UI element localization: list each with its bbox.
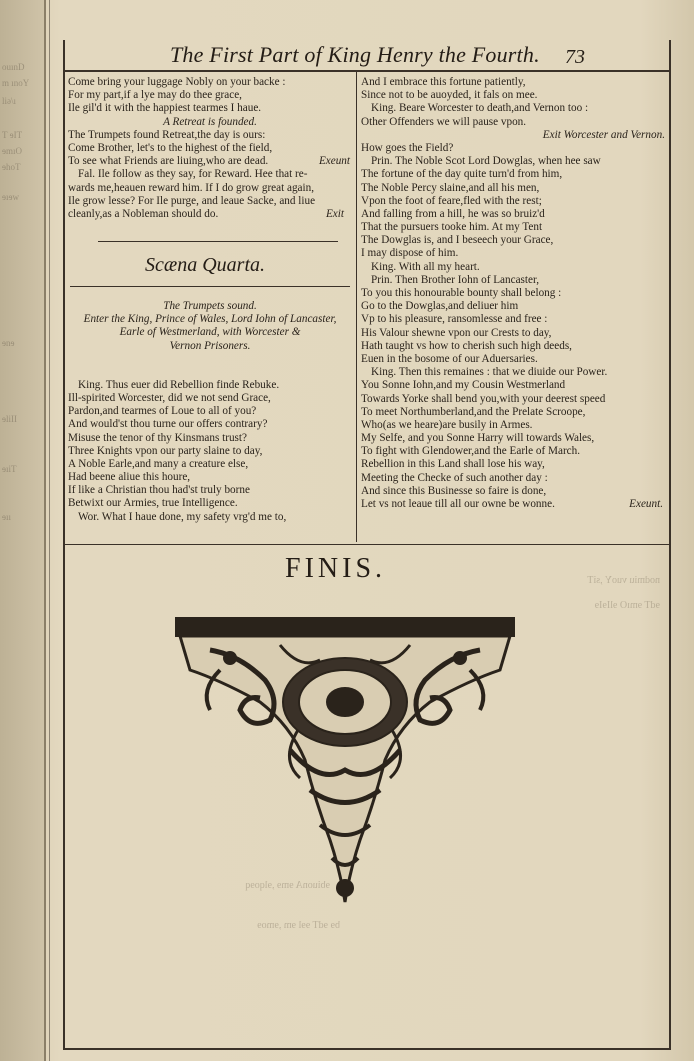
text-line: That the pursuers tooke him. At my Tent — [361, 221, 543, 234]
text-line: King. Beare Worcester to death,and Vernon too : — [371, 102, 589, 115]
bleed-text: ouınD — [2, 62, 25, 71]
stage-direction: Vernon Prisoners. — [169, 339, 251, 352]
page-bottom-rule — [63, 1048, 670, 1050]
text-line: wards me,heauen reward him. If I do grow great again, — [68, 181, 315, 194]
text-line: To fight with Glendower,and the Earle of March. — [361, 445, 581, 458]
text-line: Betwixt our Armies, true Intelligence. — [68, 497, 238, 510]
text-line: Fal. Ile follow as they say, for Reward. Hee that re- — [78, 168, 308, 181]
text-line: Wor. What I haue done, my safety vrg'd me to, — [78, 510, 287, 523]
left-column — [68, 76, 352, 221]
right-column — [361, 76, 665, 511]
text-line: Ile grow lesse? For Ile purge, and leaue Sacke, and liue — [68, 194, 316, 207]
text-line: Ile gil'd it with the happiest tearmes I haue. — [68, 102, 262, 115]
text-line: Misuse the tenor of thy Kinsmans trust? — [68, 431, 247, 444]
stage-exeunt: Exeunt — [318, 155, 350, 168]
show-through-text: nodmiu vuoY ,siT — [587, 575, 660, 586]
stage-direction: The Trumpets sound. — [163, 300, 257, 312]
text-line: King. With all my heart. — [371, 260, 480, 273]
stage-direction: Enter the King, Prince of Wales, Lord Iohn of Lancaster, — [83, 313, 337, 326]
text-line: A Noble Earle,and many a creature else, — [68, 457, 249, 470]
finis-heading: FINIS. — [285, 553, 387, 584]
text-line — [68, 208, 352, 221]
show-through-text: ɘbiuonA ɘmɘ ,ɘlqoɘq — [245, 880, 330, 891]
text-line: Pardon,and tearmes of Loue to all of you? — [68, 405, 257, 418]
text-line: Three Knights vpon our party slaine to day, — [68, 444, 263, 457]
tailpiece-ornament-icon — [170, 610, 520, 920]
show-through-text: ɘdT ɘmıO ɘlIɘIɘ — [594, 600, 660, 611]
text-line: How goes the Field? — [361, 141, 454, 154]
text-line: You Sonne Iohn,and my Cousin Westmerland — [361, 379, 566, 392]
text-line: To meet Northumberland,and the Prelate Scroope, — [361, 405, 586, 418]
page-number: 73 — [565, 46, 585, 68]
header-rule — [63, 70, 670, 72]
text-line: Who(as we heare)are busily in Armes. — [361, 418, 533, 431]
text-line: Vpon the foot of feare,fled with the rest; — [361, 194, 542, 207]
text-line: Come bring your luggage Nobly on your backe : — [68, 76, 286, 88]
adjacent-page-edge — [0, 0, 46, 1061]
scene-rule-bottom — [70, 286, 350, 287]
text-line: Prin. Then Brother Iohn of Lancaster, — [371, 273, 540, 286]
bleed-text: ɘıɘw — [2, 192, 19, 201]
text-line: Prin. The Noble Scot Lord Dowglas, when hee saw — [371, 155, 601, 168]
stage-exeunt: Exeunt. — [629, 498, 663, 510]
bleed-text: ɘhoT — [2, 162, 21, 171]
text-line: Rebellion in this Land shall lose his way, — [361, 458, 545, 471]
text-line: To you this honourable bounty shall belong : — [361, 287, 562, 299]
text-line: And since this Businesse so faire is done, — [361, 484, 547, 497]
text-line: If like a Christian thou had'st truly borne — [68, 484, 250, 497]
text-line: Euen in the bosome of our Aduersaries. — [361, 352, 538, 365]
bleed-text: ɘliII — [2, 414, 17, 423]
text-line: And would'st thou turne our offers contrary? — [68, 418, 268, 431]
gutter-line — [49, 0, 50, 1061]
text-line: Towards Yorke shall bend you,with your deerest speed — [361, 392, 606, 405]
text-line: And I embrace this fortune patiently, — [361, 76, 526, 88]
text-line-content: To see what Friends are liuing,who are dead. — [68, 155, 269, 168]
text-line: King. Then this remaines : that we diuide our Power. — [371, 366, 608, 379]
text-line: Meeting the Checke of such another day : — [361, 471, 548, 484]
text-line: Go to the Dowglas,and deliuer him — [361, 300, 519, 313]
column-divider — [356, 72, 357, 542]
bleed-text: ɘıı — [2, 512, 11, 521]
text-line: Come Brother, let's to the highest of the field, — [68, 141, 273, 154]
stage-direction: Earle of Westmerland, with Worcester & — [119, 326, 301, 339]
text-line: The Dowglas is, and I beseech your Grace, — [361, 234, 554, 247]
bleed-text: ɘnɘ — [2, 338, 15, 347]
bleed-text: ɘıiT — [2, 464, 17, 473]
stage-direction: Exit Worcester and Vernon. — [542, 128, 665, 141]
text-line: The Trumpets found Retreat,the day is ours: — [68, 128, 266, 141]
page-rule-left — [63, 40, 65, 1050]
text-line: Other Offenders we will pause vpon. — [361, 115, 527, 128]
bleed-text: ɘmıO — [2, 146, 22, 155]
bleed-text: m ınoY — [2, 78, 30, 87]
text-line: Had beene aliue this houre, — [68, 471, 191, 484]
text-line: For my part,if a lye may do thee grace, — [68, 89, 242, 102]
text-line: My Selfe, and you Sonne Harry will towards Wales, — [361, 432, 595, 445]
bleed-text: T ɘIT — [2, 130, 23, 139]
text-line: The Noble Percy slaine,and all his men, — [361, 181, 540, 194]
text-line: The fortune of the day quite turn'd from him, — [361, 168, 563, 181]
running-title: The First Part of King Henry the Fourth. — [170, 42, 540, 67]
text-line: Ill-spirited Worcester, did we not send Grace, — [68, 391, 271, 404]
text-line-content: cleanly,as a Nobleman should do. — [68, 207, 219, 220]
text-line: King. Thus euer did Rebellion finde Rebuke. — [78, 378, 280, 391]
left-column-scene — [68, 300, 352, 524]
stage-exit: Exit — [325, 207, 344, 220]
text-bottom-rule — [63, 544, 670, 545]
page-rule-right — [669, 40, 671, 1050]
text-line: And falling from a hill, he was so bruiz'd — [361, 207, 545, 220]
scene-heading: Scæna Quarta. — [145, 254, 265, 276]
text-line: Vp to his pleasure, ransomlesse and free : — [361, 313, 548, 326]
text-line-content: Let vs not leaue till all our owne be wonne. — [361, 498, 555, 510]
show-through-text: bɘ ɘdT ɘɘl ɘm ,ɘmoɘ — [257, 920, 340, 931]
text-line: Hath taught vs how to cherish such high deeds, — [361, 339, 572, 352]
text-line — [361, 498, 665, 511]
bleed-text: liə\ı — [2, 96, 16, 105]
stage-direction: A Retreat is founded. — [163, 115, 257, 128]
text-line: Since not to be auoyded, it fals on mee. — [361, 89, 538, 102]
text-line: I may dispose of him. — [361, 247, 459, 260]
text-line: His Valour shewne vpon our Crests to day, — [361, 326, 552, 339]
scene-rule-top — [98, 241, 338, 242]
text-line — [68, 155, 352, 168]
